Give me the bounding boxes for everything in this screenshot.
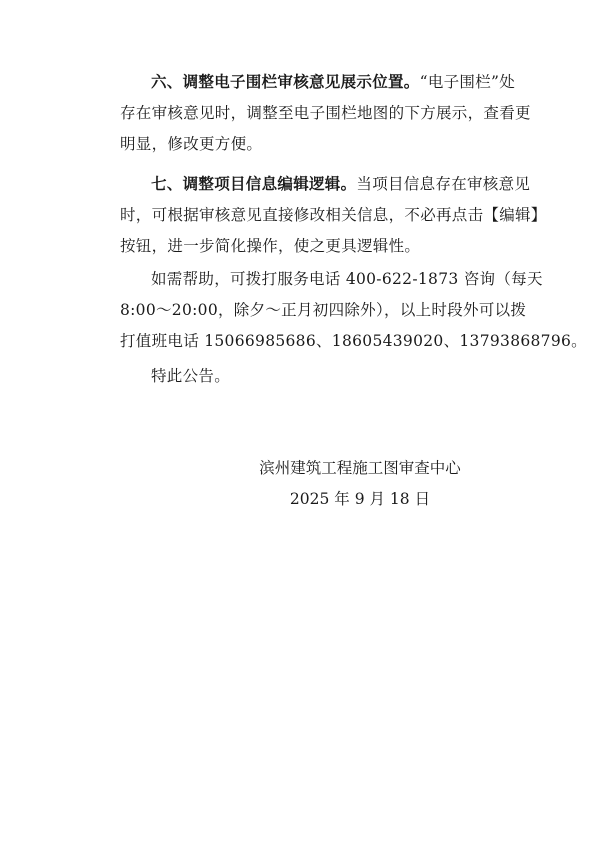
paragraph-text: “电子围栏”处 bbox=[419, 73, 516, 91]
paragraph-line: 时，可根据审核意见直接修改相关信息，不必再点击【编辑】 bbox=[120, 206, 547, 224]
paragraph-line: 如需帮助，可拨打服务电话 400-622-1873 咨询（每天 bbox=[151, 270, 543, 288]
paragraph-project-info bbox=[120, 168, 547, 262]
section-heading: 七、调整项目信息编辑逻辑。 bbox=[151, 174, 357, 193]
paragraph-announcement-closing bbox=[120, 361, 500, 392]
paragraph-electronic-fence bbox=[120, 66, 531, 160]
paragraph-line: 打值班电话 15066985686、18605439020、13793868796。 bbox=[120, 332, 587, 350]
paragraph-help-contact bbox=[120, 264, 587, 357]
paragraph-text: 当项目信息存在审核意见 bbox=[356, 175, 531, 193]
paragraph-line bbox=[120, 168, 531, 200]
paragraph-line bbox=[120, 66, 516, 98]
section-heading: 六、调整电子围栏审核意见展示位置。 bbox=[151, 72, 420, 91]
paragraph-line: 8:00～20:00，除夕～正月初四除外），以上时段外可以拨 bbox=[120, 301, 527, 319]
paragraph-line: 存在审核意见时，调整至电子围栏地图的下方展示，查看更 bbox=[120, 104, 531, 122]
paragraph-line: 明显，修改更方便。 bbox=[120, 135, 263, 153]
paragraph-line: 按钮，进一步简化操作，使之更具逻辑性。 bbox=[120, 237, 421, 255]
paragraph-line: 特此公告。 bbox=[151, 367, 231, 385]
signature-organization: 滨州建筑工程施工图审查中心 bbox=[259, 459, 461, 477]
signature-date: 2025 年 9 月 18 日 bbox=[289, 490, 431, 508]
